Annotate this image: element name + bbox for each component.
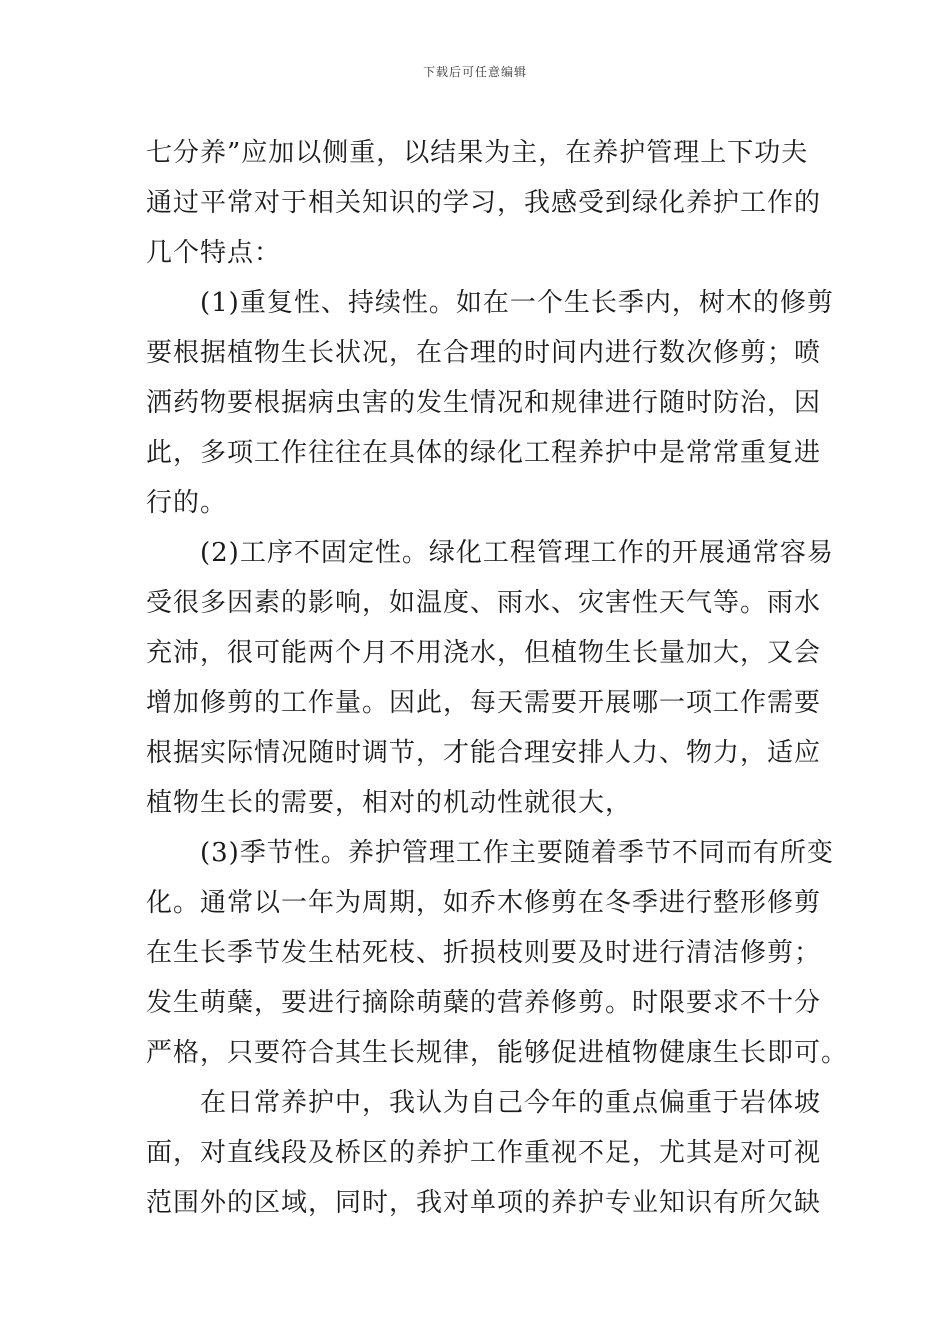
paragraph [146,278,834,528]
text-line: 严格，只要符合其生长规律，能够促进植物健康生长即可。 [146,1038,849,1068]
text-line: 面，对直线段及桥区的养护工作重视不足，尤其是对可视 [146,1138,822,1168]
text-line: 发生萌蘖，要进行摘除萌蘖的营养修剪。时限要求不十分 [146,988,822,1018]
text-line: 受很多因素的影响，如温度、雨水、灾害性天气等。雨水 [146,588,822,618]
text-line: 行的。 [146,488,228,518]
text-line: 增加修剪的工作量。因此，每天需要开展哪一项工作需要 [146,688,822,718]
text-line: 通过平常对于相关知识的学习，我感受到绿化养护工作的 [146,188,822,218]
text-line: (3)季节性。养护管理工作主要随着季节不同而有所变 [200,838,834,868]
paragraph [146,128,810,178]
paragraph [146,1078,822,1228]
text-line: 七分养”应加以侧重，以结果为主，在养护管理上下功夫 [146,138,809,168]
text-line: 几个特点： [146,238,282,268]
text-line: 充沛，很可能两个月不用浇水，但植物生长量加大，又会 [146,638,822,668]
text-line: (1)重复性、持续性。如在一个生长季内，树木的修剪 [200,288,834,318]
text-line: 化。通常以一年为周期，如乔木修剪在冬季进行整形修剪 [146,888,822,918]
paragraph [146,528,834,828]
text-line: 在日常养护中，我认为自己今年的重点偏重于岩体坡 [200,1088,822,1118]
text-line: 在生长季节发生枯死枝、折损枝则要及时进行清洁修剪； [146,938,822,968]
page-header: 下载后可任意编辑 [422,65,527,79]
paragraph [146,178,822,278]
text-line: (2)工序不固定性。绿化工程管理工作的开展通常容易 [200,538,834,568]
text-line: 范围外的区域，同时，我对单项的养护专业知识有所欠缺 [146,1188,822,1218]
text-line: 此，多项工作往往在具体的绿化工程养护中是常常重复进 [146,438,822,468]
body-text [146,128,849,1228]
text-line: 根据实际情况随时调节，才能合理安排人力、物力，适应 [146,738,822,768]
text-line: 要根据植物生长状况，在合理的时间内进行数次修剪；喷 [146,338,822,368]
text-line: 植物生长的需要，相对的机动性就很大， [146,788,633,818]
paragraph [146,828,849,1078]
text-line: 洒药物要根据病虫害的发生情况和规律进行随时防治，因 [146,388,822,418]
